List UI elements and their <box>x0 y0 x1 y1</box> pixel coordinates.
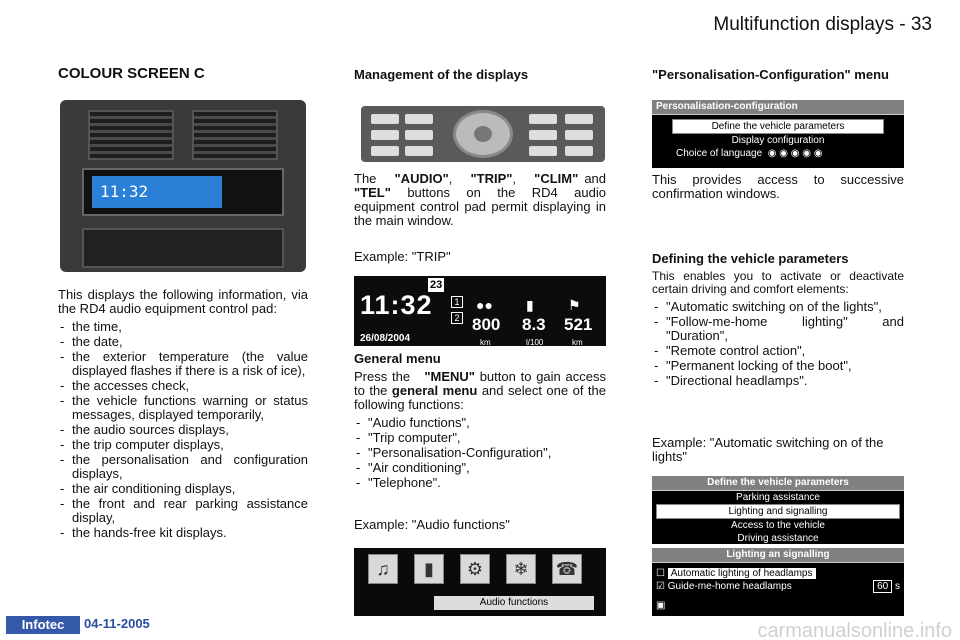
menu-item <box>652 147 904 160</box>
define-section <box>652 252 904 389</box>
general-menu-label: general menu <box>391 383 478 398</box>
trip-display <box>354 276 606 346</box>
buttons-paragraph <box>354 172 606 232</box>
menu-title: Define the vehicle parameters <box>652 476 904 491</box>
pad-button <box>405 146 433 156</box>
list-item: - "Directional headlamps". <box>652 374 904 388</box>
list-item: - "Remote control action", <box>652 344 904 358</box>
flag-icon: ⚑ <box>568 297 581 313</box>
press-text <box>354 370 606 412</box>
audio-label: "AUDIO" <box>394 171 449 186</box>
text-and: and <box>584 171 607 186</box>
pc-text-block <box>652 173 904 205</box>
section-heading: COLOUR SCREEN C <box>58 65 205 82</box>
telephone-icon: ☎ <box>552 554 582 584</box>
list-item: - the date, <box>58 335 308 349</box>
list-item: - "Personalisation-Configuration", <box>354 446 606 460</box>
unit: km <box>480 338 491 347</box>
column-1 <box>58 67 308 81</box>
pad-button <box>371 130 399 140</box>
temperature: 23 <box>430 279 443 291</box>
pad-button <box>529 130 557 140</box>
pad-button <box>529 114 557 124</box>
trip-2: 2 <box>451 312 463 324</box>
menu-label: "MENU" <box>424 369 475 384</box>
intro-text: This displays the following information, via the RD4 audio equipment control pad: <box>58 287 308 316</box>
range-value: 521 <box>564 315 593 334</box>
menu-item: Lighting and signalling <box>656 504 900 519</box>
clim-label: "CLIM" <box>534 171 579 186</box>
list-item: - the front and rear parking assistance display, <box>58 497 308 525</box>
list-item: - "Trip computer", <box>354 431 606 445</box>
column-1-text <box>58 288 308 541</box>
example-trip <box>354 250 606 264</box>
pad-button <box>405 130 433 140</box>
consumption-value: 8.3 <box>522 315 546 334</box>
section-heading: General menu <box>354 351 441 366</box>
list-item: - "Permanent locking of the boot", <box>652 359 904 373</box>
pad-button <box>565 114 593 124</box>
list-item: - the audio sources displays, <box>58 423 308 437</box>
personalisation-menu <box>652 100 904 168</box>
list-item: - "Audio functions", <box>354 416 606 430</box>
menu-item: Display configuration <box>731 135 825 146</box>
column-3-heading <box>652 68 904 86</box>
item-label: Guide-me-home headlamps <box>667 581 792 592</box>
item-label: Automatic lighting of headlamps <box>668 568 816 579</box>
comma: , <box>512 171 517 186</box>
menu-item <box>652 567 904 580</box>
checkbox-icon: ☑ <box>656 581 665 592</box>
settings-icon: ⚙ <box>460 554 490 584</box>
date: 26/08/2004 <box>360 333 411 344</box>
comma: , <box>448 171 453 186</box>
pad-button <box>371 146 399 156</box>
list-item: - "Telephone". <box>354 476 606 490</box>
example-audio <box>354 518 606 532</box>
menu-item: Parking assistance <box>736 492 820 503</box>
list-item: - "Air conditioning", <box>354 461 606 475</box>
trip-label: "TRIP" <box>470 171 513 186</box>
menu-title: Personalisation-configuration <box>652 100 904 115</box>
page-title: Multifunction displays - 33 <box>713 14 932 35</box>
tel-label: "TEL" <box>354 185 391 200</box>
info-list <box>58 320 308 540</box>
unit: l/100 <box>526 338 544 347</box>
audio-icon: ♫ <box>368 554 398 584</box>
screen-frame <box>82 168 284 216</box>
list-item: - "Follow-me-home lighting" and "Duration", <box>652 315 904 343</box>
rd4-control-pad <box>361 106 605 162</box>
unit: km <box>572 338 583 347</box>
lighting-menu <box>652 548 904 616</box>
flag-icon: ◉ ◉ ◉ ◉ ◉ <box>764 148 823 159</box>
list-item: - the vehicle functions warning or status messages, displayed temporarily, <box>58 394 308 422</box>
menu-item: Access to the vehicle <box>731 520 825 531</box>
clock: 11:32 <box>360 290 433 320</box>
menu-item: Define the vehicle parameters <box>672 119 884 134</box>
functions-list <box>354 416 606 490</box>
text-press: Press the <box>354 369 411 384</box>
pad-button <box>529 146 557 156</box>
air-vent <box>192 110 278 160</box>
audio-functions-display <box>354 548 606 616</box>
text-rest: and select one of the following functions: <box>354 383 607 412</box>
pad-button <box>565 146 593 156</box>
distance-value: 800 <box>472 315 501 334</box>
language-label: Choice of language <box>676 148 763 159</box>
air-vent <box>88 110 174 160</box>
checkbox-icon: ☐ <box>656 568 665 579</box>
car-icon: ●● <box>476 297 493 313</box>
example-lights <box>652 436 904 464</box>
colour-screen: 11:32 <box>92 176 222 208</box>
pc-text: This provides access to successive confirmation windows. <box>652 172 904 201</box>
duration <box>873 580 900 593</box>
example-lights-caption: Example: "Automatic switching on of the lights" <box>652 435 884 464</box>
text-the: The <box>354 171 377 186</box>
list-item: - the air conditioning displays, <box>58 482 308 496</box>
buttons-text <box>354 172 606 228</box>
menu-item <box>652 580 904 593</box>
section-heading: Management of the displays <box>354 67 529 82</box>
example-trip-caption: Example: "TRIP" <box>354 249 451 264</box>
pad-wheel <box>453 110 513 158</box>
list-item: - the time, <box>58 320 308 334</box>
define-list <box>652 300 904 388</box>
fuel-icon: ▮ <box>526 297 534 313</box>
general-menu-section <box>354 352 606 491</box>
list-item: - the exterior temperature (the value displayed flashes if there is a risk of ice), <box>58 350 308 378</box>
pad-button <box>405 114 433 124</box>
menu-title: Lighting an signalling <box>652 548 904 563</box>
menu-item: Driving assistance <box>737 533 819 544</box>
list-item: - the personalisation and configuration displays, <box>58 453 308 481</box>
watermark: carmanualsonline.info <box>757 620 952 640</box>
duration-value: 60 <box>873 580 892 593</box>
section-heading: "Personalisation-Configuration" menu <box>652 67 889 82</box>
list-item: - the accesses check, <box>58 379 308 393</box>
air-conditioning-icon: ❄ <box>506 554 536 584</box>
console-illustration <box>60 100 306 272</box>
audio-functions-label: Audio functions <box>434 596 594 610</box>
infotec-logo: Infotec <box>6 616 80 634</box>
text-rest: buttons on the RD4 audio equipment control pad permit displaying in the main window. <box>354 185 606 228</box>
vehicle-parameters-menu <box>652 476 904 544</box>
duration-unit: s <box>895 581 900 592</box>
column-2-heading <box>354 68 606 86</box>
pad-button <box>371 114 399 124</box>
list-item: - the hands-free kit displays. <box>58 526 308 540</box>
example-audio-caption: Example: "Audio functions" <box>354 517 510 532</box>
list-item: - the trip computer displays, <box>58 438 308 452</box>
list-item: - "Automatic switching on of the lights", <box>652 300 904 314</box>
trip-1: 1 <box>451 296 463 308</box>
storage-tray <box>82 228 284 268</box>
ok-icon: ▣ <box>656 600 666 611</box>
text-button: button to gain access to the <box>354 369 606 398</box>
trip-computer-icon: ▮ <box>414 554 444 584</box>
define-text: This enables you to activate or deactivate certain driving and comfort elements: <box>652 269 904 296</box>
pad-button <box>565 130 593 140</box>
footer-date: 04-11-2005 <box>84 616 150 631</box>
section-heading: Defining the vehicle parameters <box>652 251 849 266</box>
